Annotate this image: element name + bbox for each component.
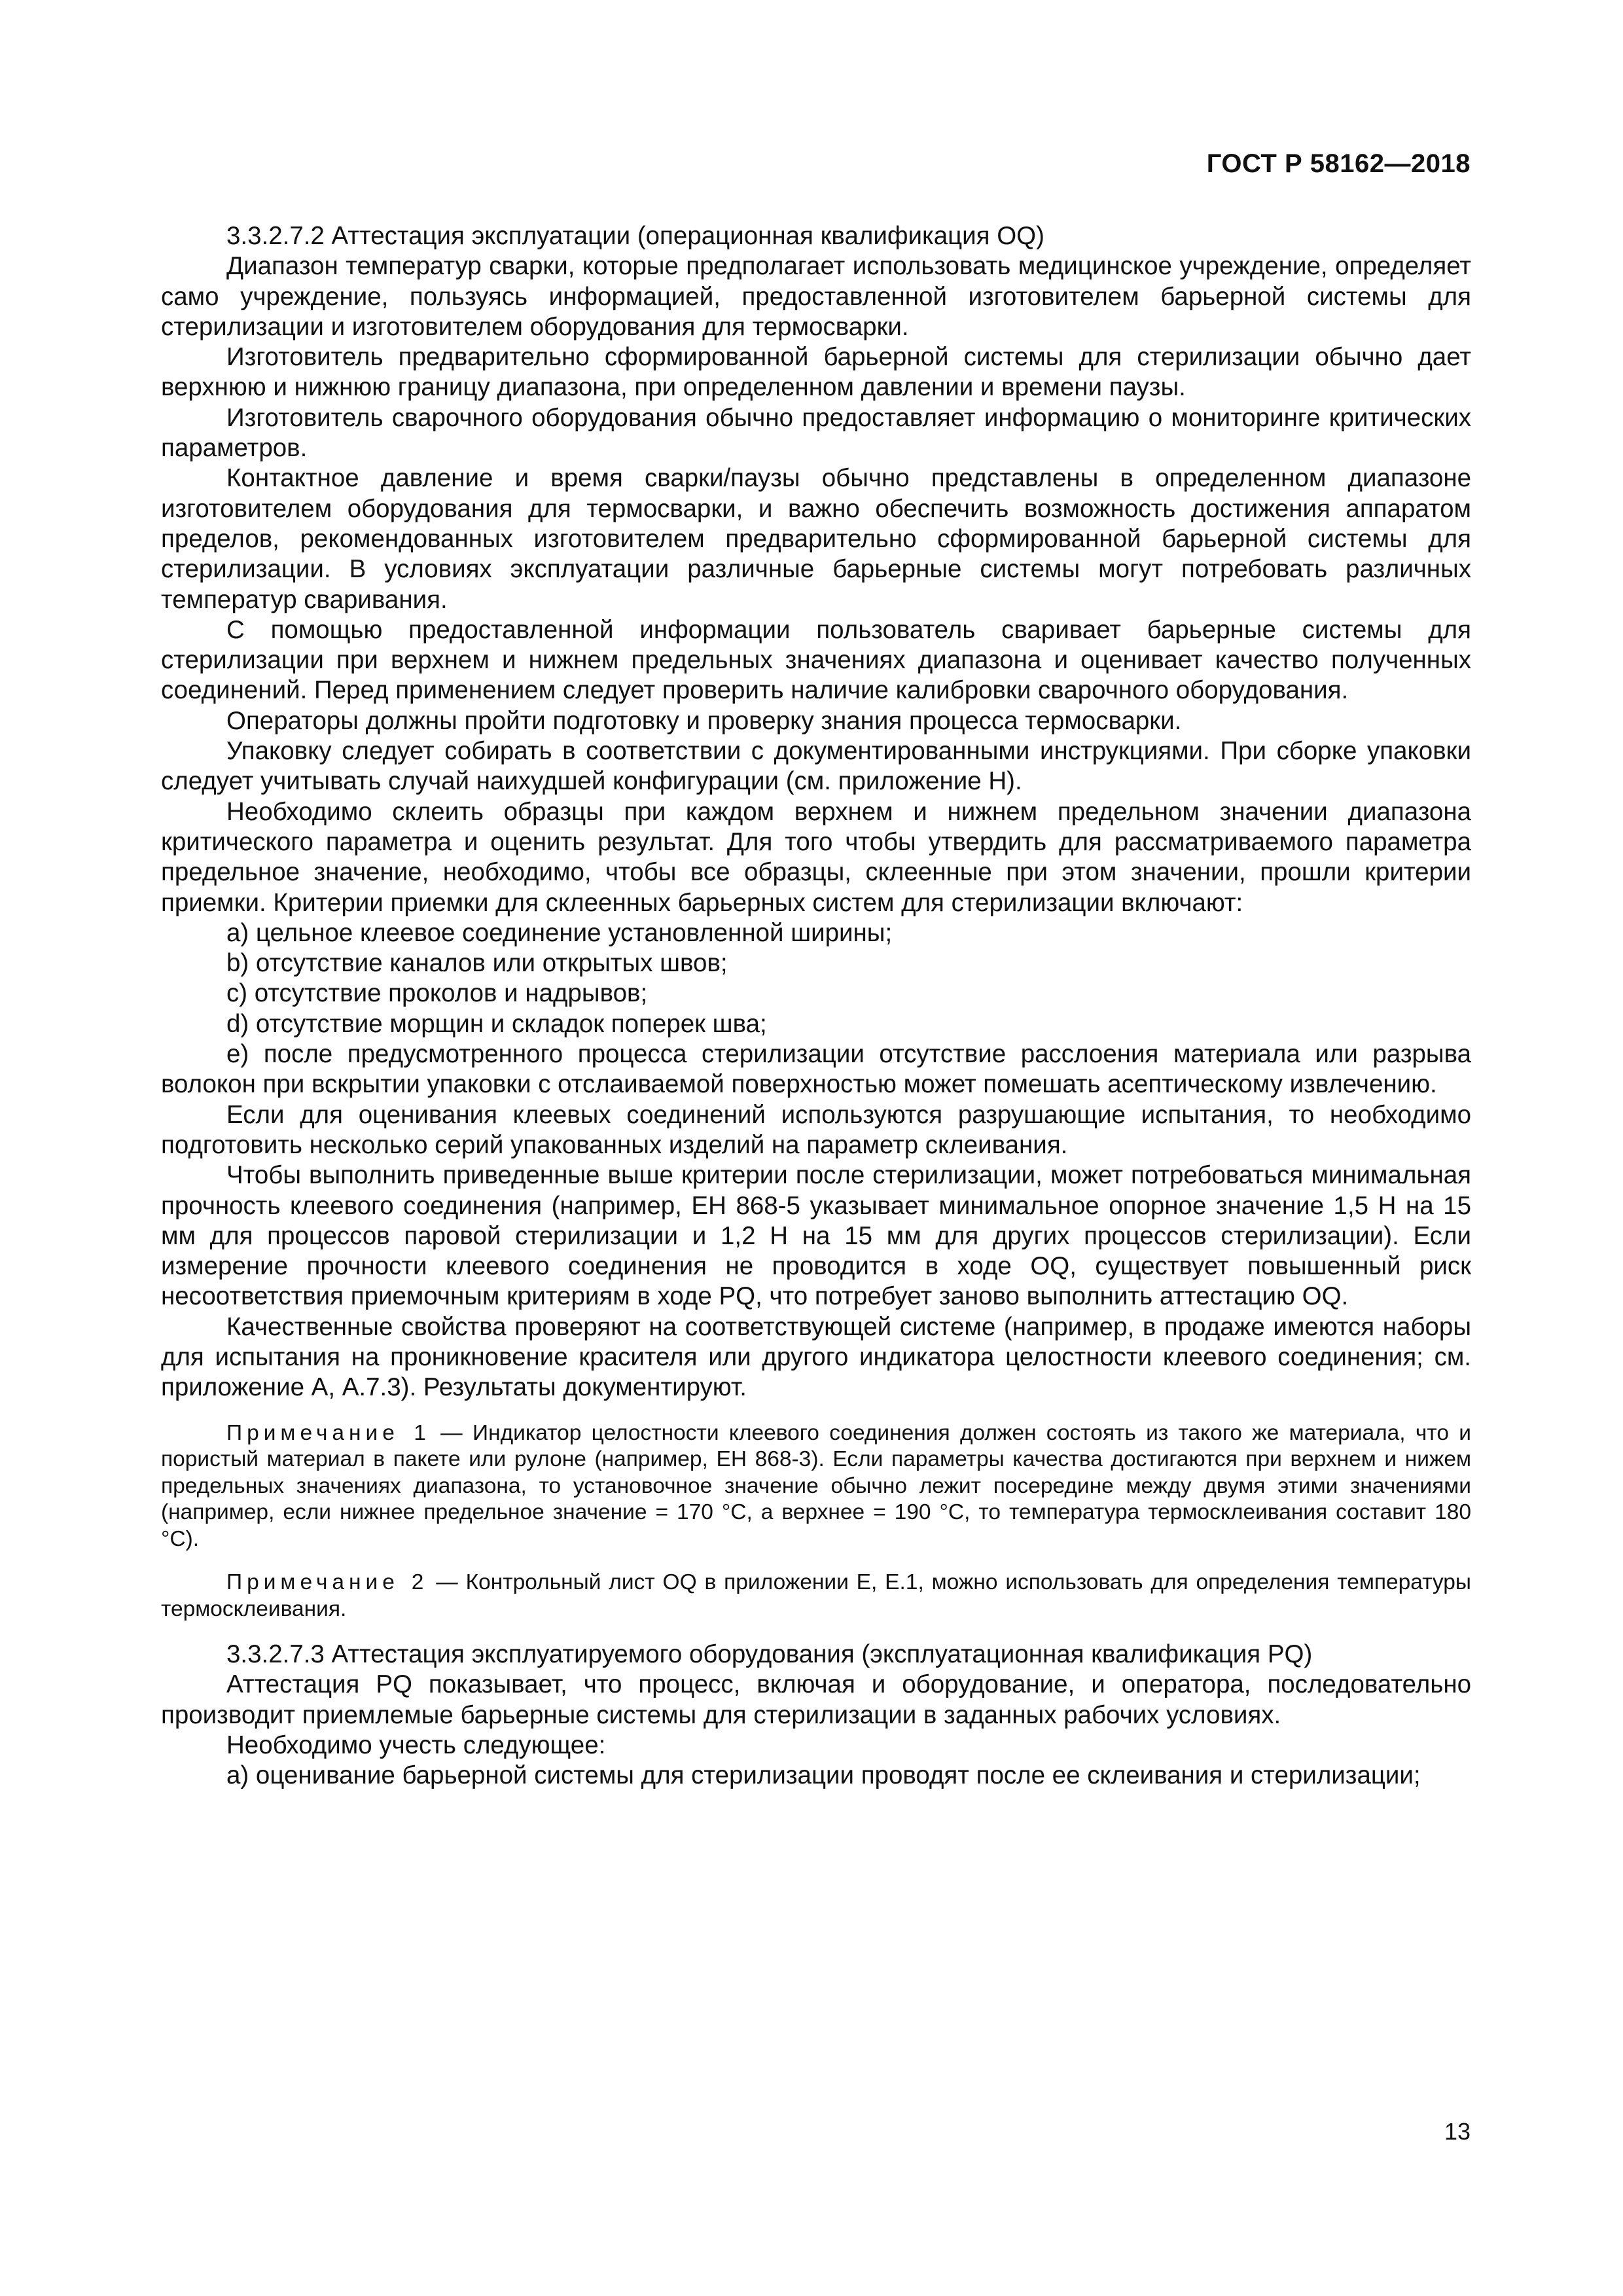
list-item: a) цельное клеевое соединение установленной ширины;: [226, 918, 893, 947]
list-item: d) отсутствие морщин и складок поперек шва;: [226, 1009, 767, 1038]
note-2: [161, 1570, 1471, 1623]
paragraph: Качественные свойства проверяют на соответствующей системе (например, в продаже имеются наборы для испытания на проникновение красителя или другого индикатора целостности клеевого соединения; см. приложение А, А.7.3). Результаты документируют.: [161, 1312, 1471, 1402]
document-body: [161, 221, 1471, 1791]
note-label: Примечание 1: [226, 1420, 431, 1445]
page-number: 13: [1444, 2118, 1471, 2145]
paragraph: Аттестация PQ показывает, что процесс, включая и оборудование, и оператора, последовательно производит приемлемые барьерные системы для стерилизации в заданных рабочих условиях.: [161, 1670, 1471, 1729]
list-item: b) отсутствие каналов или открытых швов;: [226, 949, 728, 978]
paragraph: Диапазон температур сварки, которые предполагает использовать медицинское учреждение, определяет само учреждение, пользуясь информацией, предоставленной изготовителем барьерной системы для стерилизации и изготовителем оборудования для термосварки.: [161, 252, 1471, 341]
paragraph: Изготовитель предварительно сформированной барьерной системы для стерилизации обычно дает верхнюю и нижнюю границу диапазона, при определенном давлении и времени паузы.: [161, 343, 1471, 402]
paragraph: Операторы должны пройти подготовку и проверку знания процесса термосварки.: [226, 706, 1182, 735]
paragraph: Изготовитель сварочного оборудования обычно предоставляет информацию о мониторинге критических параметров.: [161, 403, 1471, 463]
paragraph: Необходимо учесть следующее:: [226, 1731, 606, 1759]
note-text: — Контрольный лист OQ в приложении Е, Е.1, можно использовать для определения температуры термосклеивания.: [161, 1570, 1471, 1621]
paragraph: С помощью предоставленной информации пользователь сваривает барьерные системы для стерилизации при верхнем и нижнем предельных значениях диапазона и оценивает качество полученных соединений. Перед применением следует проверить наличие калибровки сварочного оборудования.: [161, 615, 1471, 705]
list-item: c) отсутствие проколов и надрывов;: [226, 979, 648, 1008]
paragraph: Контактное давление и время сварки/паузы обычно представлены в определенном диапазоне изготовителем оборудования для термосварки, и важно обеспечить возможность достижения аппаратом пределов, рекомендованных изготовителем предварительно сформированной барьерной системы для стерилизации. В условиях эксплуатации различные барьерные системы могут потребовать различных температур сваривания.: [161, 464, 1471, 614]
paragraph: Необходимо склеить образцы при каждом верхнем и нижнем предельном значении диапазона критического параметра и оценить результат. Для того чтобы утвердить для рассматриваемого параметра предельное значение, необходимо, чтобы все образцы, склеенные при этом значении, прошли критерии приемки. Критерии приемки для склеенных барьерных систем для стерилизации включают:: [161, 797, 1471, 917]
note-1: [161, 1420, 1471, 1553]
list-item: а) оценивание барьерной системы для стерилизации проводят после ее склеивания и стерилизации;: [226, 1761, 1421, 1790]
note-text: — Индикатор целостности клеевого соединения должен состоять из такого же материала, что и пористый материал в пакете или рулоне (например, ЕН 868-3). Если параметры качества достигаются при верхнем и нижем предельных значениях диапазона, то установочное значение обычно лежит посередине между двумя этими значениями (например, если нижнее предельное значение = 170 °C, а верхнее = 190 °C, то температура термосклеивания составит 180 °C).: [161, 1420, 1472, 1551]
note-label: Примечание 2: [226, 1570, 429, 1595]
paragraph: Чтобы выполнить приведенные выше критерии после стерилизации, может потребоваться минимальная прочность клеевого соединения (например, ЕН 868-5 указывает минимальное опорное значение 1,5 Н на 15 мм для процессов паровой стерилизации и 1,2 Н на 15 мм для других процессов стерилизации). Если измерение прочности клеевого соединения не проводится в ходе OQ, существует повышенный риск несоответствия приемочным критериям в ходе PQ, что потребует заново выполнить аттестацию OQ.: [161, 1161, 1471, 1311]
list-item: e) после предусмотренного процесса стерилизации отсутствие расслоения материала или разрыва волокон при вскрытии упаковки с отслаиваемой поверхностью может помешать асептическому извлечению.: [161, 1040, 1471, 1099]
paragraph: Если для оценивания клеевых соединений используются разрушающие испытания, то необходимо подготовить несколько серий упакованных изделий на параметр склеивания.: [161, 1100, 1471, 1159]
paragraph: Упаковку следует собирать в соответствии с документированными инструкциями. При сборке упаковки следует учитывать случай наихудшей конфигурации (см. приложение Н).: [161, 737, 1471, 796]
document-code-header: ГОСТ Р 58162—2018: [1206, 149, 1471, 178]
section-heading-pq: 3.3.2.7.3 Аттестация эксплуатируемого оборудования (эксплуатационная квалификация PQ): [226, 1640, 1313, 1669]
section-heading-oq: 3.3.2.7.2 Аттестация эксплуатации (операционная квалификация OQ): [226, 222, 1044, 250]
